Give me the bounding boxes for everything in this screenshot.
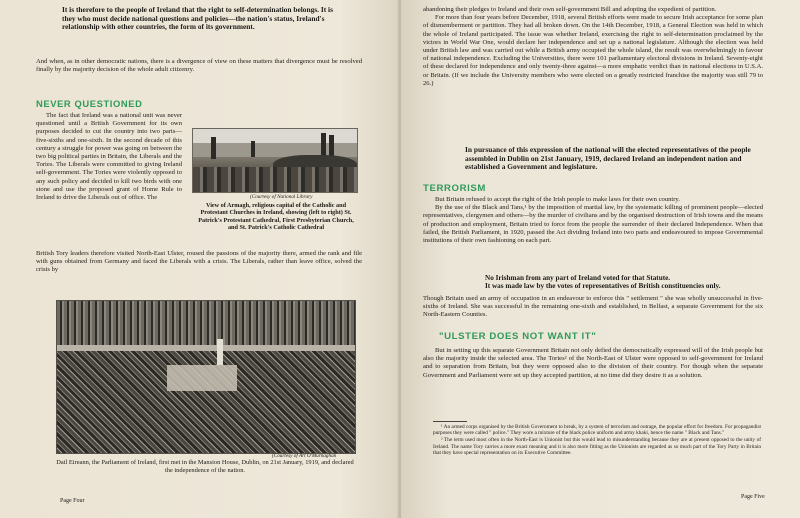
dail-eireann-photo xyxy=(56,300,356,454)
photo1-credit: (Courtesy of National Library xyxy=(250,194,313,200)
partition-section xyxy=(423,6,763,88)
terrorism-section xyxy=(423,196,763,245)
page-four xyxy=(0,0,399,518)
page-number-right: Page Five xyxy=(741,494,765,500)
never-questioned-column xyxy=(36,112,182,202)
settlement-paragraph: Though Britain used an army of occupation in an endeavour to enforce this " settlement " she was wholly unsuccessful in five-sixths of Ireland. She was successful in the remaining one-sixth and established, in Belfast, a separate Government for the six North-Eastern Counties. xyxy=(423,295,763,319)
footnotes xyxy=(433,424,761,457)
pursuance-bold-statement: In pursuance of this expression of the national will the elected representatives of the people assembled in Dublin on 21st January, 1919, declared Ireland an independent nation and established a Government and legislature. xyxy=(465,145,751,172)
photo2-credit: (Courtesy of Art O'Murnaghan xyxy=(272,453,337,459)
heading-never-questioned: NEVER QUESTIONED xyxy=(36,98,143,109)
photo1-caption: View of Armagh, religious capital of the Catholic and Protestant Churches in Ireland, showing (left to right) St. Patrick's Protestant Cathedral, First Presbyterian Church, and St. Patrick's Catholic Cathedral xyxy=(198,202,354,232)
ulster-paragraph: But in setting up this separate Government Britain not only defied the democratically expressed will of the Irish people but also the majority inside the selected area. The Tories² of the North-East of Ulster were opposed to self-government for Ireland and to separation from Britain, but they were opposed also to the division of their country. For though when the separate Government and Parliament were set up they accepted partition, at no time did they desire it as a solution. xyxy=(423,347,763,379)
statute-line-2: It was made law by the votes of representatives of British constituencies only. xyxy=(485,282,721,291)
photo2-caption: Dail Eireann, the Parliament of Ireland, first met in the Mansion House, Dublin, on 21st January, 1919, and declared the independence of the nation. xyxy=(56,459,354,474)
ulster-section xyxy=(423,347,763,380)
intro-bold-statement: It is therefore to the people of Ireland that the right to self-determination belongs. It is they who must decide national questions and policies—the nation's status, Ireland's relationship with other countries, the form of its government. xyxy=(62,5,333,32)
page-number-left: Page Four xyxy=(60,498,85,504)
heading-ulster-does-not-want-it: "ULSTER DOES NOT WANT IT" xyxy=(439,331,597,342)
statute-bold-statement xyxy=(485,274,745,291)
continued-paragraph: British Tory leaders therefore visited North-East Ulster, roused the passions of the majority there, armed the rank and file with guns obtained from Germany and faced the Liberals with a crisis. The Liberals, rather than leave office, solved the crisis by xyxy=(36,250,362,274)
never-questioned-paragraph: The fact that Ireland was a national unit was never questioned until a British Government for its own purposes decided to cut the country into two parts—five-sixths and one-sixth. In the second decade of this century a struggle for power was going on between the two big political parties in Britain, the Liberals and the Tories. The Liberals were committed to giving Ireland self-government. The Tories were violently opposed to any such policy and decided to kill two birds with one stone and use the proposed grant of Home Rule to Ireland to drive the Liberals out of office. The xyxy=(36,112,182,202)
terrorism-paragraph-1: But Britain refused to accept the right of the Irish people to make laws for their own country. xyxy=(435,196,680,203)
terrorism-paragraph-2: By the use of the Black and Tans,¹ by the imposition of martial law, by the systematic killing of prominent people—elected representatives, clergymen and others—by the murder of civilians and by the organised destruction of Irish towns and the means of production and employment, Britain tried to force from the people the surrender of their declared Independence. When that failed, the British Parliament, in 1920, passed the Act dividing Ireland into two parts and endeavoured to impose Governmental institutions of their own fashioning on each part. xyxy=(423,204,763,245)
heading-terrorism: TERRORISM xyxy=(423,183,486,194)
footnote-1: ¹ An armed corps organised by the British Government to break, by a system of terrorism and outrage, the popular effort for freedom. For propagandist purposes they were called " police." They wore a mixture of the black police uniform and army khaki, hence the name " Black and Tans." xyxy=(433,424,761,437)
statute-line-1: No Irishman from any part of Ireland voted for that Statute. xyxy=(485,274,671,282)
armagh-photo xyxy=(192,128,358,193)
partition-paragraph-2: For more than four years before December, 1918, several British efforts were made to secure Irish acceptance for some plan of dismemberment or partition. They had all broken down. On the 14th December, 1918, a General Election was held in which the whole of Ireland participated. The issue was whether Ireland, exercising the right to self-determination proclaimed by the victors in World War One, would declare her independence and set up a national legislature. Although the election was held under British law and was carried out while a British army occupied the whole island, the result was overwhelmingly in favour of national independence. Excluding the Universities, there were 101 parliamentary electoral divisions in Ireland. Seventy-eight of these declared for independence and only twenty-three against—a more emphatic verdict than in national elections in U.S.A. or Britain. (If we include the University members who were elected on a greatly restricted franchise the majority was still 79 to 26.) xyxy=(423,14,763,87)
intro-paragraph: And when, as in other democratic nations, there is a divergence of view on these matters that divergence must be resolved finally by the majority decision of the whole adult citizenry. xyxy=(36,58,362,74)
page-five xyxy=(401,0,800,518)
footnote-2: ² The term used most often in the North-East is Unionist but this would lead to misunderstanding because they are at present opposed to the unity of Ireland. The name Tory carries a more exact meaning and it is also more fitting as the Unionists are regarded as so much part of the Tory Party in Britain that they have special representation on its Executive Committee. xyxy=(433,437,761,456)
partition-paragraph-1: abandoning their pledges to Ireland and their own self-government Bill and adopting the expedient of partition. xyxy=(423,6,717,13)
footnote-rule xyxy=(433,421,467,422)
